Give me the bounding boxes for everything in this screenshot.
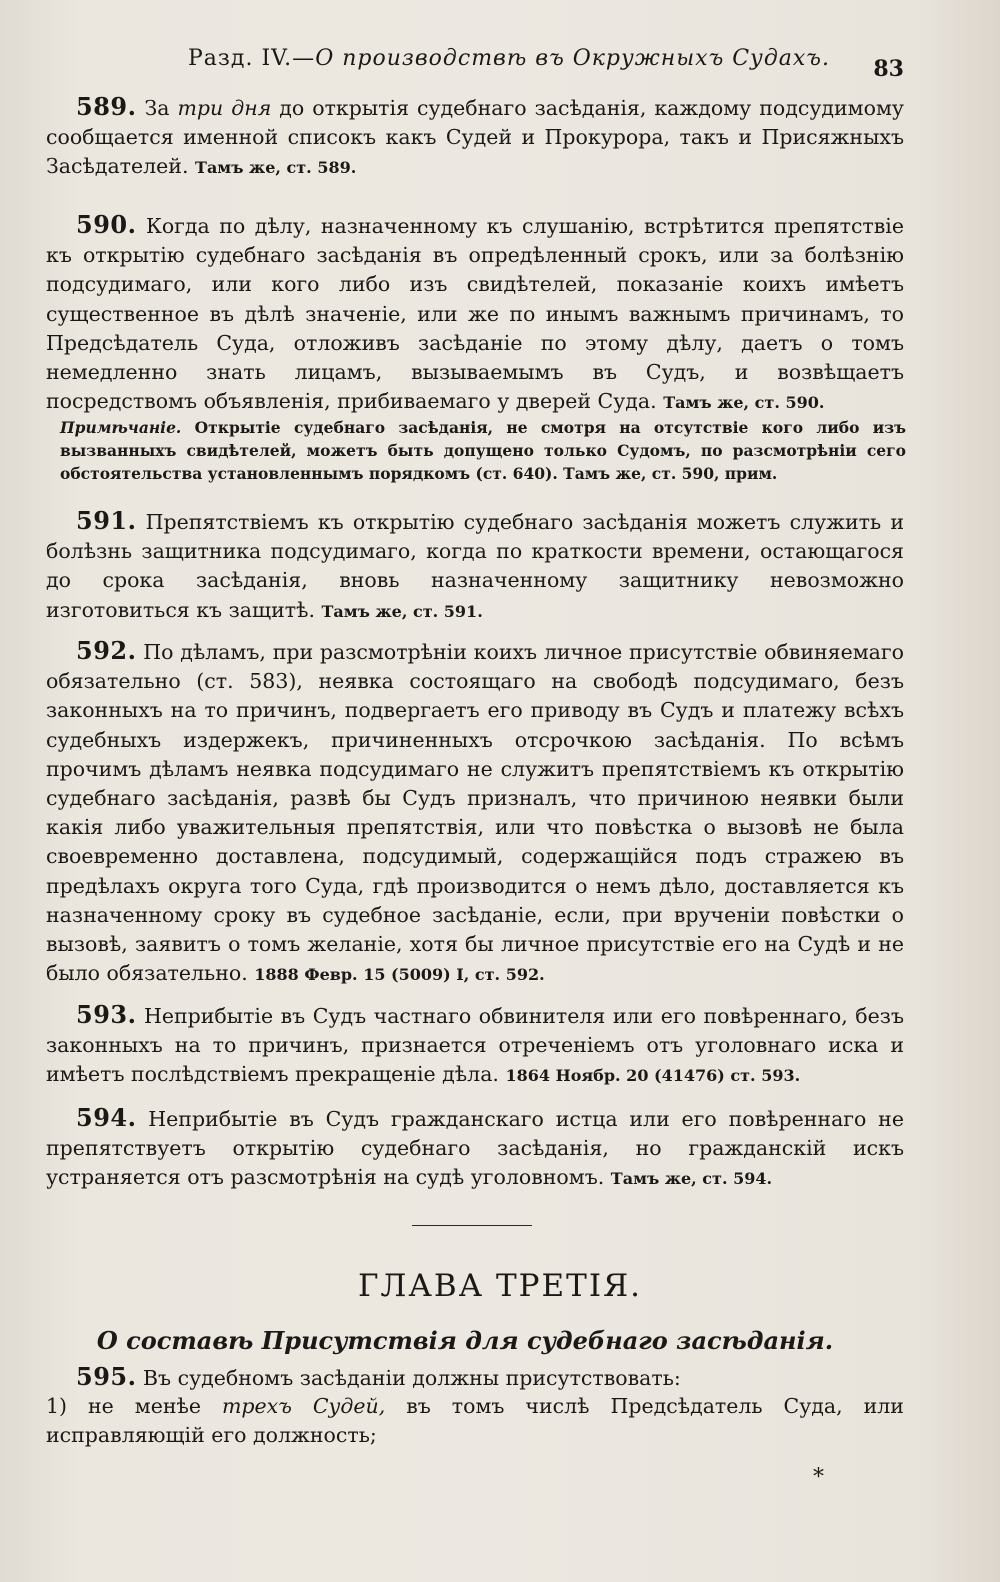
article-number: 594.	[76, 1103, 137, 1132]
article-text: Въ судебномъ засѣданіи должны присутствовать:	[142, 1366, 681, 1390]
article-text: За	[144, 96, 170, 120]
running-head-title: О производствѣ въ Окружныхъ Судахъ.	[315, 46, 830, 71]
list-item	[46, 1392, 904, 1450]
article-number: 593.	[76, 1000, 137, 1029]
article-text: По дѣламъ, при разсмотрѣніи коихъ личное присутствіе обвиняемаго обязательно (ст. 583), неявка состоящаго на свободѣ подсудимаго, безъ законныхъ на то причинъ, подвергаетъ его приводу въ Судъ и платежу всѣхъ судебныхъ издержекъ, причиненныхъ отсрочкою засѣданія. По всѣмъ прочимъ дѣламъ неявка подсудимаго не служитъ препятствіемъ къ открытію судебнаго засѣданія, развѣ бы Судъ призналъ, что причиною неявки были какія либо уважительныя препятствія, или что повѣстка о вызовѣ не была своевременно доставлена, подсудимый, содержащійся подъ стражею въ предѣлахъ округа того Суда, гдѣ производится о немъ дѣло, доставляется къ назначенному сроку въ судебное засѣданіе, если, при врученіи повѣстки о вызовѣ, заявитъ о томъ желаніе, хотя бы личное присутствіе его на Судѣ и не было обязательно.	[46, 640, 904, 986]
list-item-text: въ томъ числѣ Предсѣдатель Суда, или исправляющій его должность;	[46, 1394, 904, 1448]
article-reference: Тамъ же, ст. 590.	[663, 393, 825, 413]
page-number: 83	[873, 56, 904, 82]
article-reference: 1888 Февр. 15 (5009) I, ст. 592.	[254, 965, 545, 985]
article-text: Неприбытіе въ Судъ частнаго обвинителя или его повѣреннаго, безъ законныхъ на то причинъ, признается отреченіемъ отъ уголовнаго иска и имѣетъ послѣдствіемъ прекращеніе дѣла.	[46, 1004, 904, 1087]
article-text: Препятствіемъ къ открытію судебнаго засѣданія можетъ служить и болѣзнь защитника подсудимаго, когда по краткости времени, остающагося до срока засѣданія, вновь назначенному защитнику невозможно изготовиться къ защитѣ.	[46, 510, 904, 622]
article-reference: Тамъ же, ст. 594.	[610, 1169, 773, 1189]
article-593	[46, 1000, 904, 1091]
article-number: 591.	[76, 506, 137, 535]
article-number: 595.	[76, 1362, 137, 1391]
article-reference: Тамъ же, ст. 589.	[195, 158, 357, 178]
article-589	[46, 92, 904, 183]
signature-mark: *	[813, 1465, 824, 1490]
note-text: Открытіе судебнаго засѣданія, не смотря на отсутствіе кого либо изъ вызванныхъ свидѣтелей, можетъ быть допущено только Судомъ, по разсмотрѣніи сего обстоятельства установленнымъ порядкомъ (ст. 640).	[60, 418, 906, 483]
article-text: Неприбытіе въ Судъ гражданскаго истца или его повѣреннаго не препятствуетъ открытію судебнаго засѣданія, но гражданскій искъ устраняется отъ разсмотрѣнія на судѣ уголовномъ.	[46, 1107, 904, 1190]
article-text-emphasis: три дня	[177, 96, 272, 120]
list-item-emphasis: трехъ Судей,	[221, 1394, 386, 1418]
article-591	[46, 506, 904, 626]
article-590	[46, 210, 904, 417]
article-note	[60, 416, 906, 485]
article-595	[46, 1362, 904, 1393]
chapter-title: ГЛАВА ТРЕТІЯ.	[358, 1268, 642, 1304]
list-item-text: 1) не менѣе	[46, 1394, 201, 1418]
article-reference: 1864 Ноябр. 20 (41476) ст. 593.	[505, 1066, 801, 1086]
article-number: 590.	[76, 210, 137, 239]
running-head	[188, 46, 830, 71]
section-divider	[412, 1225, 532, 1226]
article-number: 589.	[76, 92, 137, 121]
article-text: до открытія судебнаго засѣданія, каждому подсудимому сообщается именной списокъ какъ Судей и Прокурора, такъ и Присяжныхъ Засѣдателей.	[46, 96, 904, 179]
article-reference: Тамъ же, ст. 591.	[321, 601, 483, 621]
article-number: 592.	[76, 636, 137, 665]
article-text: Когда по дѣлу, назначенному къ слушанію, встрѣтится препятствіе къ открытію судебнаго засѣданія въ опредѣленный срокъ, или за болѣзнію подсудимаго, или кого либо изъ свидѣтелей, показаніе коихъ имѣетъ существенное въ дѣлѣ значеніе, или же по инымъ важнымъ причинамъ, то Предсѣдатель Суда, отложивъ засѣданіе по этому дѣлу, даетъ о томъ немедленно знать лицамъ, вызываемымъ въ Судъ, и возвѣщаетъ посредствомъ объявленія, прибиваемаго у дверей Суда.	[46, 214, 904, 414]
note-reference: Тамъ же, ст. 590, прим.	[563, 464, 778, 483]
section-prefix: Разд. IV.—	[188, 46, 316, 71]
article-594	[46, 1103, 904, 1194]
note-label: Примѣчаніе.	[60, 418, 182, 437]
article-592	[46, 636, 904, 989]
section-title: О составѣ Присутствія для судебнаго засѣданія.	[96, 1326, 834, 1355]
